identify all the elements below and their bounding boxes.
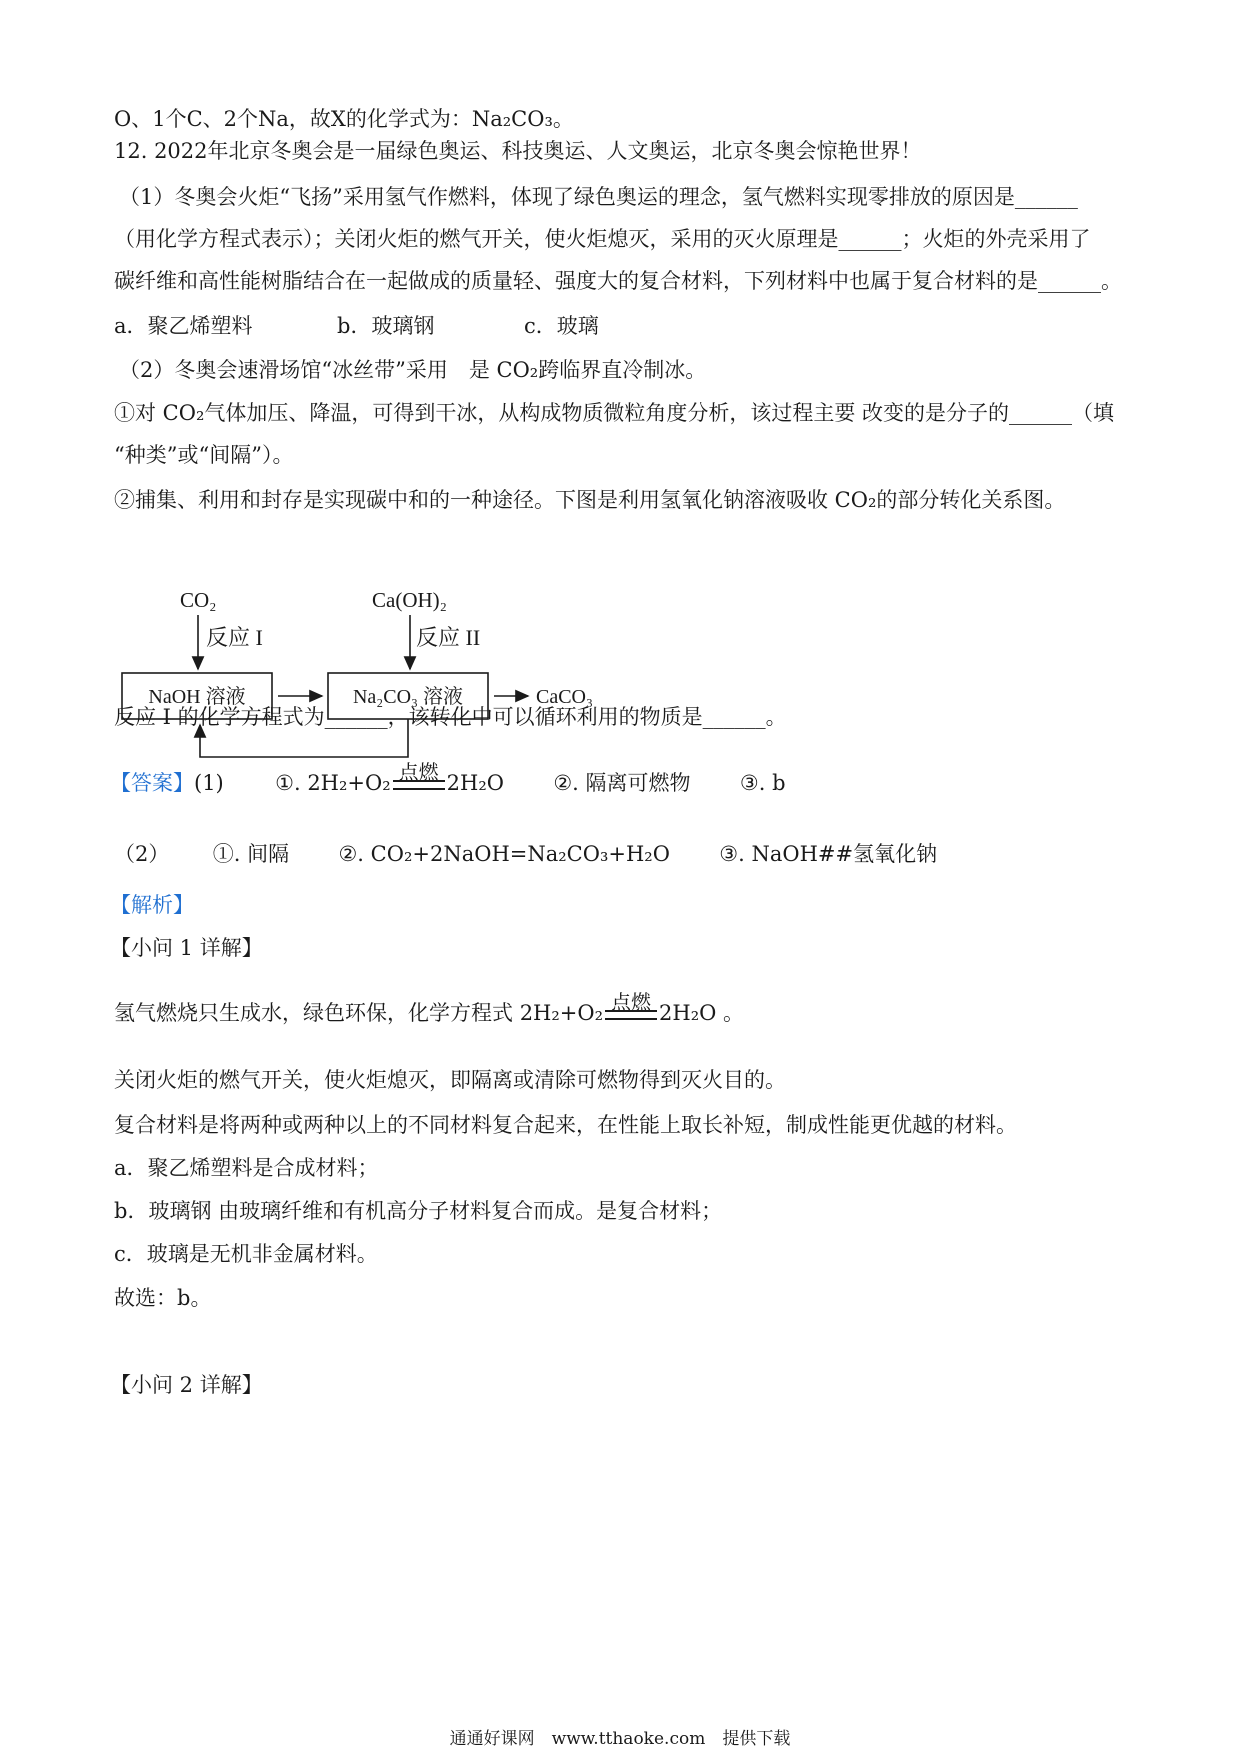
answer-tag: 【答案】	[110, 771, 194, 795]
text-line: 碳纤维和高性能树脂结合在一起做成的质量轻、强度大的复合材料，下列材料中也属于复合材料的是______。	[114, 269, 1122, 293]
answer-line-2	[114, 839, 937, 869]
text-line: 故选：b。	[114, 1286, 212, 1310]
option-b: b．玻璃钢	[337, 314, 435, 338]
text-line: （1）冬奥会火炬“飞扬”采用氢气作燃料，体现了绿色奥运的理念，氢气燃料实现零排放的原因是______	[119, 185, 1078, 209]
text-line: O、1个C、2个Na，故X的化学式为：Na₂CO₃。	[114, 107, 574, 131]
page-footer: 通通好课网 www.tthaoke.com 提供下载	[449, 1729, 791, 1749]
text-line: c．玻璃是无机非金属材料。	[114, 1242, 378, 1266]
text-line: ②捕集、利用和封存是实现碳中和的一种途径。下图是利用氢氧化钠溶液吸收 CO₂的部分转化关系图。	[114, 488, 1066, 512]
answer-2c: ③. NaOH##氢氧化钠	[719, 842, 938, 866]
co2-label: CO₂	[180, 588, 217, 612]
text-line: a．聚乙烯塑料是合成材料；	[114, 1156, 379, 1180]
equation-3: 2H₂+O₂ 点燃 2H₂O	[519, 990, 717, 1025]
text-line: 关闭火炬的燃气开关，使火炬熄灭，即隔离或清除可燃物得到灭火目的。	[114, 1068, 786, 1092]
answer-2b-prefix: ②.	[338, 842, 371, 866]
text-line: b．玻璃钢 由玻璃纤维和有机高分子材料复合而成。是复合材料；	[114, 1199, 723, 1223]
caoh2-label: Ca(OH)₂	[372, 588, 447, 612]
answer-part-2-prefix: （2）	[114, 842, 170, 866]
analysis-equation-line: 氢气燃烧只生成水，绿色环保，化学方程式 2H₂+O₂ 点燃 2H₂O 。	[114, 990, 745, 1025]
condition-label: 点燃	[611, 990, 652, 1014]
answer-1c: ③. b	[739, 771, 786, 795]
answer-line-1	[110, 760, 786, 798]
answer-1a-prefix: ①.	[275, 771, 308, 795]
na2co3-box-label: Na₂CO₃ 溶液	[352, 686, 464, 708]
answer-1b: ②. 隔离可燃物	[553, 771, 691, 795]
text-line: “种类”或“间隔”）。	[114, 443, 294, 467]
equation-1: 2H₂+O₂ 点燃 2H₂O	[307, 760, 504, 795]
text-line: 复合材料是将两种或两种以上的不同材料复合起来，在性能上取长补短，制成性能更优越的材料。	[114, 1113, 1017, 1137]
option-c: c．玻璃	[524, 314, 599, 338]
analysis-tag: 【解析】	[110, 893, 194, 917]
answer-part-1-prefix: (1)	[194, 771, 224, 795]
naoh-box-label: NaOH 溶液	[148, 686, 246, 708]
option-a: a．聚乙烯塑料	[114, 314, 253, 338]
question-title: 12. 2022年北京冬奥会是一届绿色奥运、科技奥运、人文奥运，北京冬奥会惊艳世界！	[114, 139, 922, 163]
equation-2: CO₂+2NaOH=Na₂CO₃+H₂O	[370, 842, 670, 866]
conversion-diagram	[110, 585, 630, 765]
text-line: （2）冬奥会速滑场馆“冰丝带”采用 是 CO₂跨临界直冷制冰。	[119, 358, 707, 382]
reaction-2-label: 反应 II	[416, 625, 481, 650]
subquestion-1-heading: 【小问 1 详解】	[110, 936, 263, 960]
caco3-label: CaCO₃	[536, 686, 593, 708]
reaction-1-label: 反应 I	[206, 625, 263, 650]
text-line: 反应 I 的化学方程式为______，该转化中可以循环利用的物质是______。	[114, 705, 787, 729]
text-line: ①对 CO₂气体加压、降温，可得到干冰，从构成物质微粒角度分析，该过程主要 改变的是分子的______（填	[114, 401, 1115, 425]
condition-label: 点燃	[398, 760, 439, 784]
subquestion-2-heading: 【小问 2 详解】	[110, 1373, 263, 1397]
answer-2a: ①. 间隔	[212, 842, 290, 866]
text-line: （用化学方程式表示）；关闭火炬的燃气开关，使火炬熄灭，采用的灭火原理是______；火炬的外壳采用了	[114, 227, 1091, 251]
